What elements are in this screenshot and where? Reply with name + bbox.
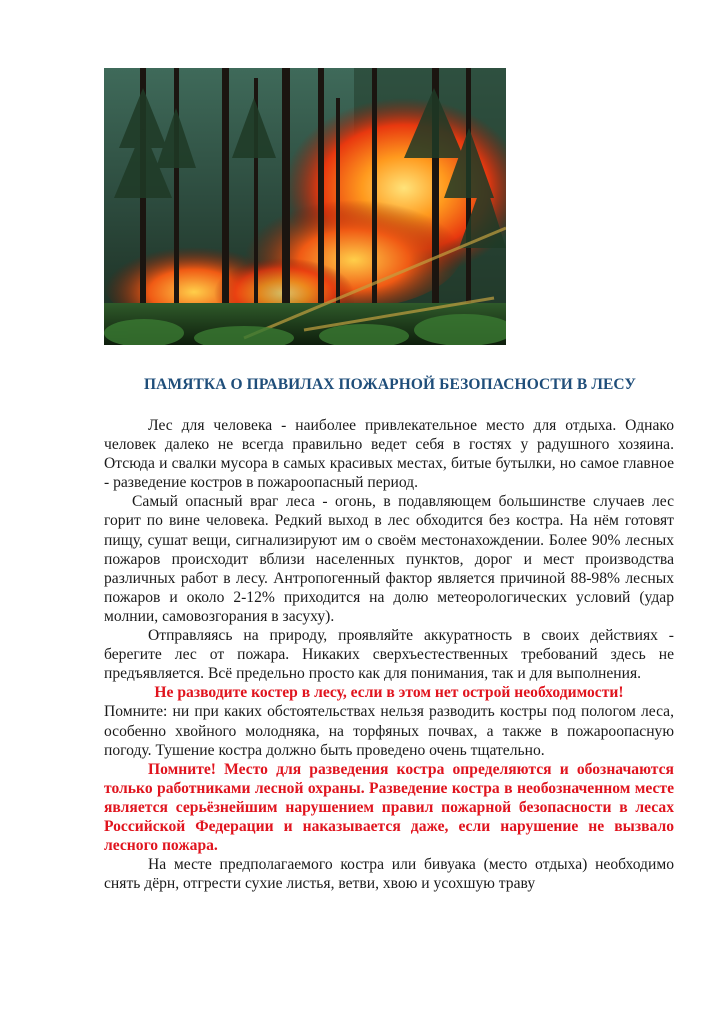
warning-campfire-location: Помните! Место для разведения костра определяются и обозначаются только работниками лесной охраны. Разведение костра в необозначенном месте является серьёзнейшим нарушением правил пожарной безопасности в лесах Российской Федерации и наказывается даже, если нарушение не вызвало лесного пожара.	[104, 760, 674, 855]
paragraph-intro: Лес для человека - наиболее привлекательное место для отдыха. Однако человек далеко не всегда правильно ведет себя в гостях у радушного хозяина. Отсюда и свалки мусора в самых красивых местах, битые бутылки, но самое главное - разведение костров в пожароопасный период.	[104, 417, 674, 492]
page-title: ПАМЯТКА О ПРАВИЛАХ ПОЖАРНОЙ БЕЗОПАСНОСТИ В ЛЕСУ	[144, 376, 636, 393]
paragraph-main-danger: Самый опасный враг леса - огонь, в подавляющем большинстве случаев лес горит по вине человека. Редкий выход в лес обходится без костра. На нём готовят пищу, сушат вещи, сигнализируют им о своём местонахождении. Более 90% лесных пожаров происходит вблизи населенных пунктов, дорог и мест производства различных работ в лесу. Антропогенный фактор является причиной 88-98% лесных пожаров и около 2-12% приходится на долю метеорологических условий (удар молнии, самовозгорания в засуху).	[104, 493, 674, 625]
paragraph-campsite: На месте предполагаемого костра или бивуака (место отдыха) необходимо снять дёрн, отгрести сухие листья, ветви, хвою и усохшую траву	[104, 856, 674, 893]
forest-fire-photo	[104, 68, 506, 345]
paragraph-remember: Помните: ни при каких обстоятельствах нельзя разводить костры под пологом леса, особенно хвойного молодняка, на торфяных почвах, а также в пожароопасную погоду. Тушение костра должно быть проведено очень тщательно.	[104, 703, 674, 759]
article-body	[104, 416, 674, 893]
warning-no-campfire: Не разводите костер в лесу, если в этом нет острой необходимости!	[154, 684, 624, 702]
paragraph-care: Отправляясь на природу, проявляйте аккуратность в своих действиях - берегите лес от пожара. Никаких сверхъестественных требований здесь не предъявляется. Всё предельно просто как для понимания, так и для выполнения.	[104, 627, 674, 683]
